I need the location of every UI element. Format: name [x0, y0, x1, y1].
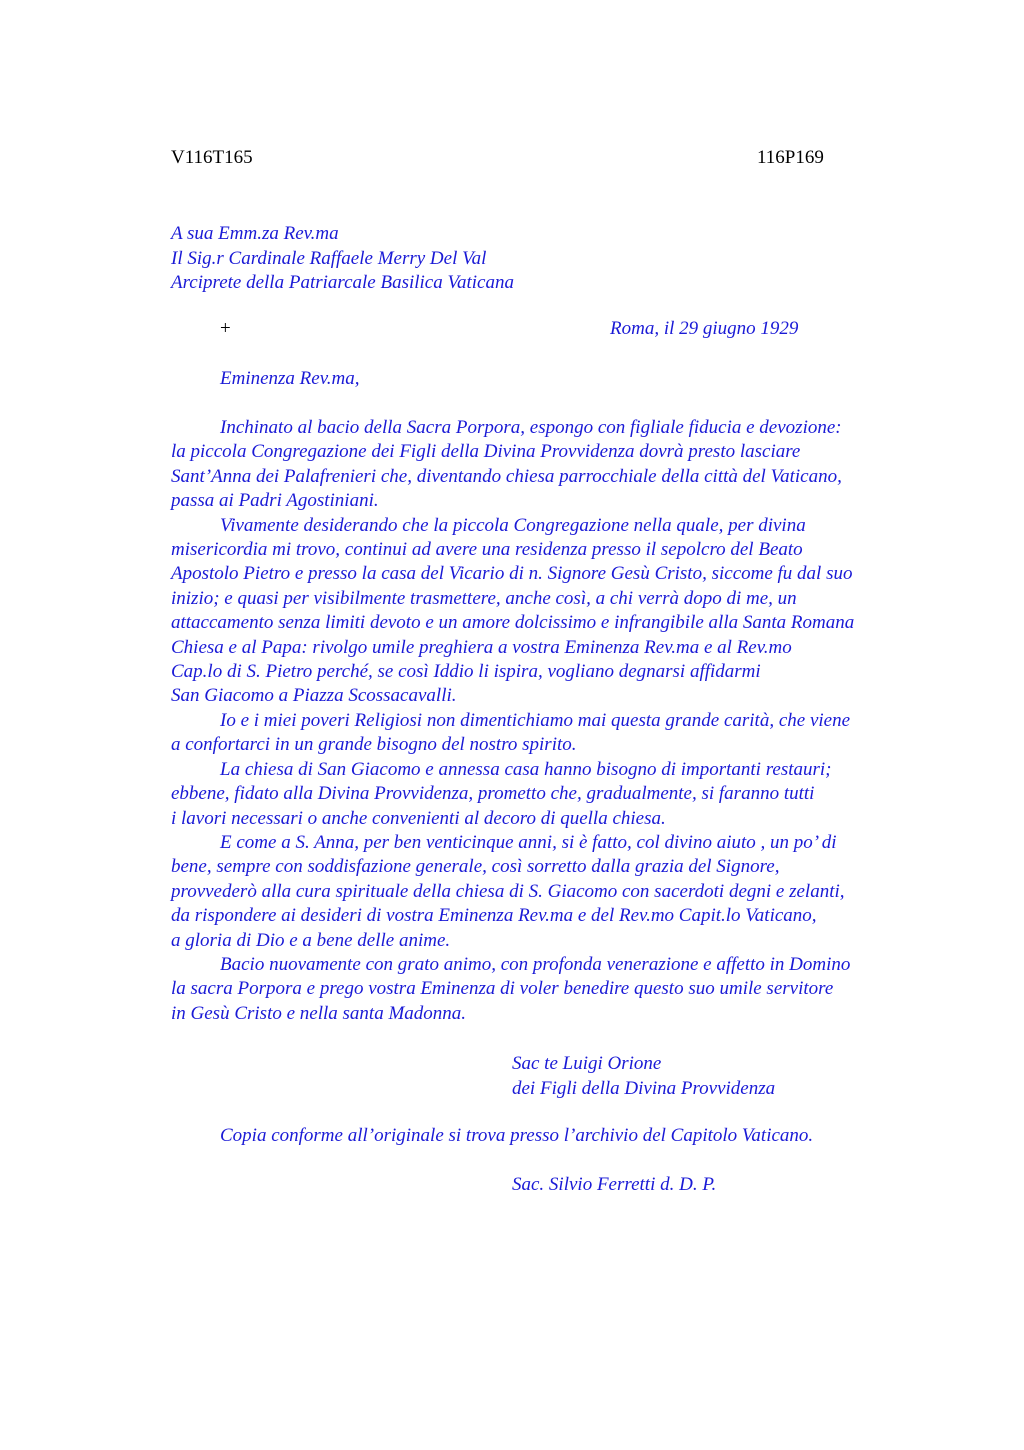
body-line: Chiesa e al Papa: rivolgo umile preghiera a vostra Eminenza Rev.ma e al Rev.mo — [171, 636, 792, 658]
body-line: Inchinato al bacio della Sacra Porpora, espongo con figliale fiducia e devozione: — [220, 417, 842, 438]
body-line: la piccola Congregazione dei Figli della Divina Provvidenza dovrà presto lasciare — [171, 441, 801, 463]
body-line: i lavori necessari o anche convenienti al decoro di quella chiesa. — [171, 807, 666, 829]
body-line: ebbene, fidato alla Divina Provvidenza, prometto che, gradualmente, si faranno tutti — [171, 783, 815, 805]
body-line: Io e i miei poveri Religiosi non dimentichiamo mai questa grande carità, che viene — [220, 709, 851, 731]
body-line: passa ai Padri Agostiniani. — [171, 490, 379, 512]
letter-date: Roma, il 29 giugno 1929 — [610, 318, 799, 339]
body-line: a gloria di Dio e a bene delle anime. — [171, 929, 451, 951]
body-line: attaccamento senza limiti devoto e un amore dolcissimo e infrangibile alla Santa Romana — [171, 612, 855, 634]
letter-body — [171, 416, 931, 1026]
address-line: Arciprete della Patriarcale Basilica Vaticana — [171, 272, 514, 293]
signature-line: Sac te Luigi Orione — [512, 1053, 662, 1074]
body-line: La chiesa di San Giacomo e annessa casa hanno bisogno di importanti restauri; — [220, 758, 832, 780]
certifier-signature: Sac. Silvio Ferretti d. D. P. — [512, 1174, 717, 1195]
cross-symbol: + — [220, 318, 231, 339]
body-line: San Giacomo a Piazza Scossacavalli. — [171, 685, 457, 707]
body-line: la sacra Porpora e prego vostra Eminenza di voler benedire questo suo umile servitore — [171, 978, 834, 1000]
body-line: in Gesù Cristo e nella santa Madonna. — [171, 1002, 467, 1024]
body-line: Cap.lo di S. Pietro perché, se così Iddio li ispira, vogliano degnarsi affidarmi — [171, 661, 761, 683]
body-line: provvederò alla cura spirituale della chiesa di S. Giacomo con sacerdoti degni e zelanti, — [171, 880, 845, 902]
body-line: Sant’Anna dei Palafrenieri che, diventando chiesa parrocchiale della città del Vaticano, — [171, 465, 842, 487]
body-line: bene, sempre con soddisfazione generale, così sorretto dalla grazia del Signore, — [171, 856, 780, 878]
signature-line: dei Figli della Divina Provvidenza — [512, 1077, 776, 1099]
body-line: inizio; e quasi per visibilmente trasmettere, anche così, a chi verrà dopo di me, un — [171, 587, 797, 609]
address-line: Il Sig.r Cardinale Raffaele Merry Del Val — [171, 247, 487, 269]
salutation: Eminenza Rev.ma, — [220, 368, 360, 389]
body-line: E come a S. Anna, per ben venticinque anni, si è fatto, col divino aiuto , un po’ di — [220, 831, 837, 853]
reference-code-left: V116T165 — [171, 147, 253, 168]
body-line: da rispondere ai desideri di vostra Eminenza Rev.ma e del Rev.mo Capit.lo Vaticano, — [171, 905, 817, 927]
body-line: Apostolo Pietro e presso la casa del Vicario di n. Signore Gesù Cristo, siccome fu dal suo — [171, 563, 853, 585]
body-line: a confortarci in un grande bisogno del nostro spirito. — [171, 734, 577, 756]
recipient-address — [171, 222, 514, 296]
copy-conformity-note: Copia conforme all’originale si trova presso l’archivio del Capitolo Vaticano. — [220, 1125, 814, 1146]
reference-code-right: 116P169 — [757, 147, 824, 168]
signature-block — [512, 1052, 775, 1101]
body-line: Vivamente desiderando che la piccola Congregazione nella quale, per divina — [220, 514, 806, 536]
body-line: Bacio nuovamente con grato animo, con profonda venerazione e affetto in Domino — [220, 953, 851, 975]
address-line: A sua Emm.za Rev.ma — [171, 223, 339, 244]
body-line: misericordia mi trovo, continui ad avere una residenza presso il sepolcro del Beato — [171, 539, 803, 561]
